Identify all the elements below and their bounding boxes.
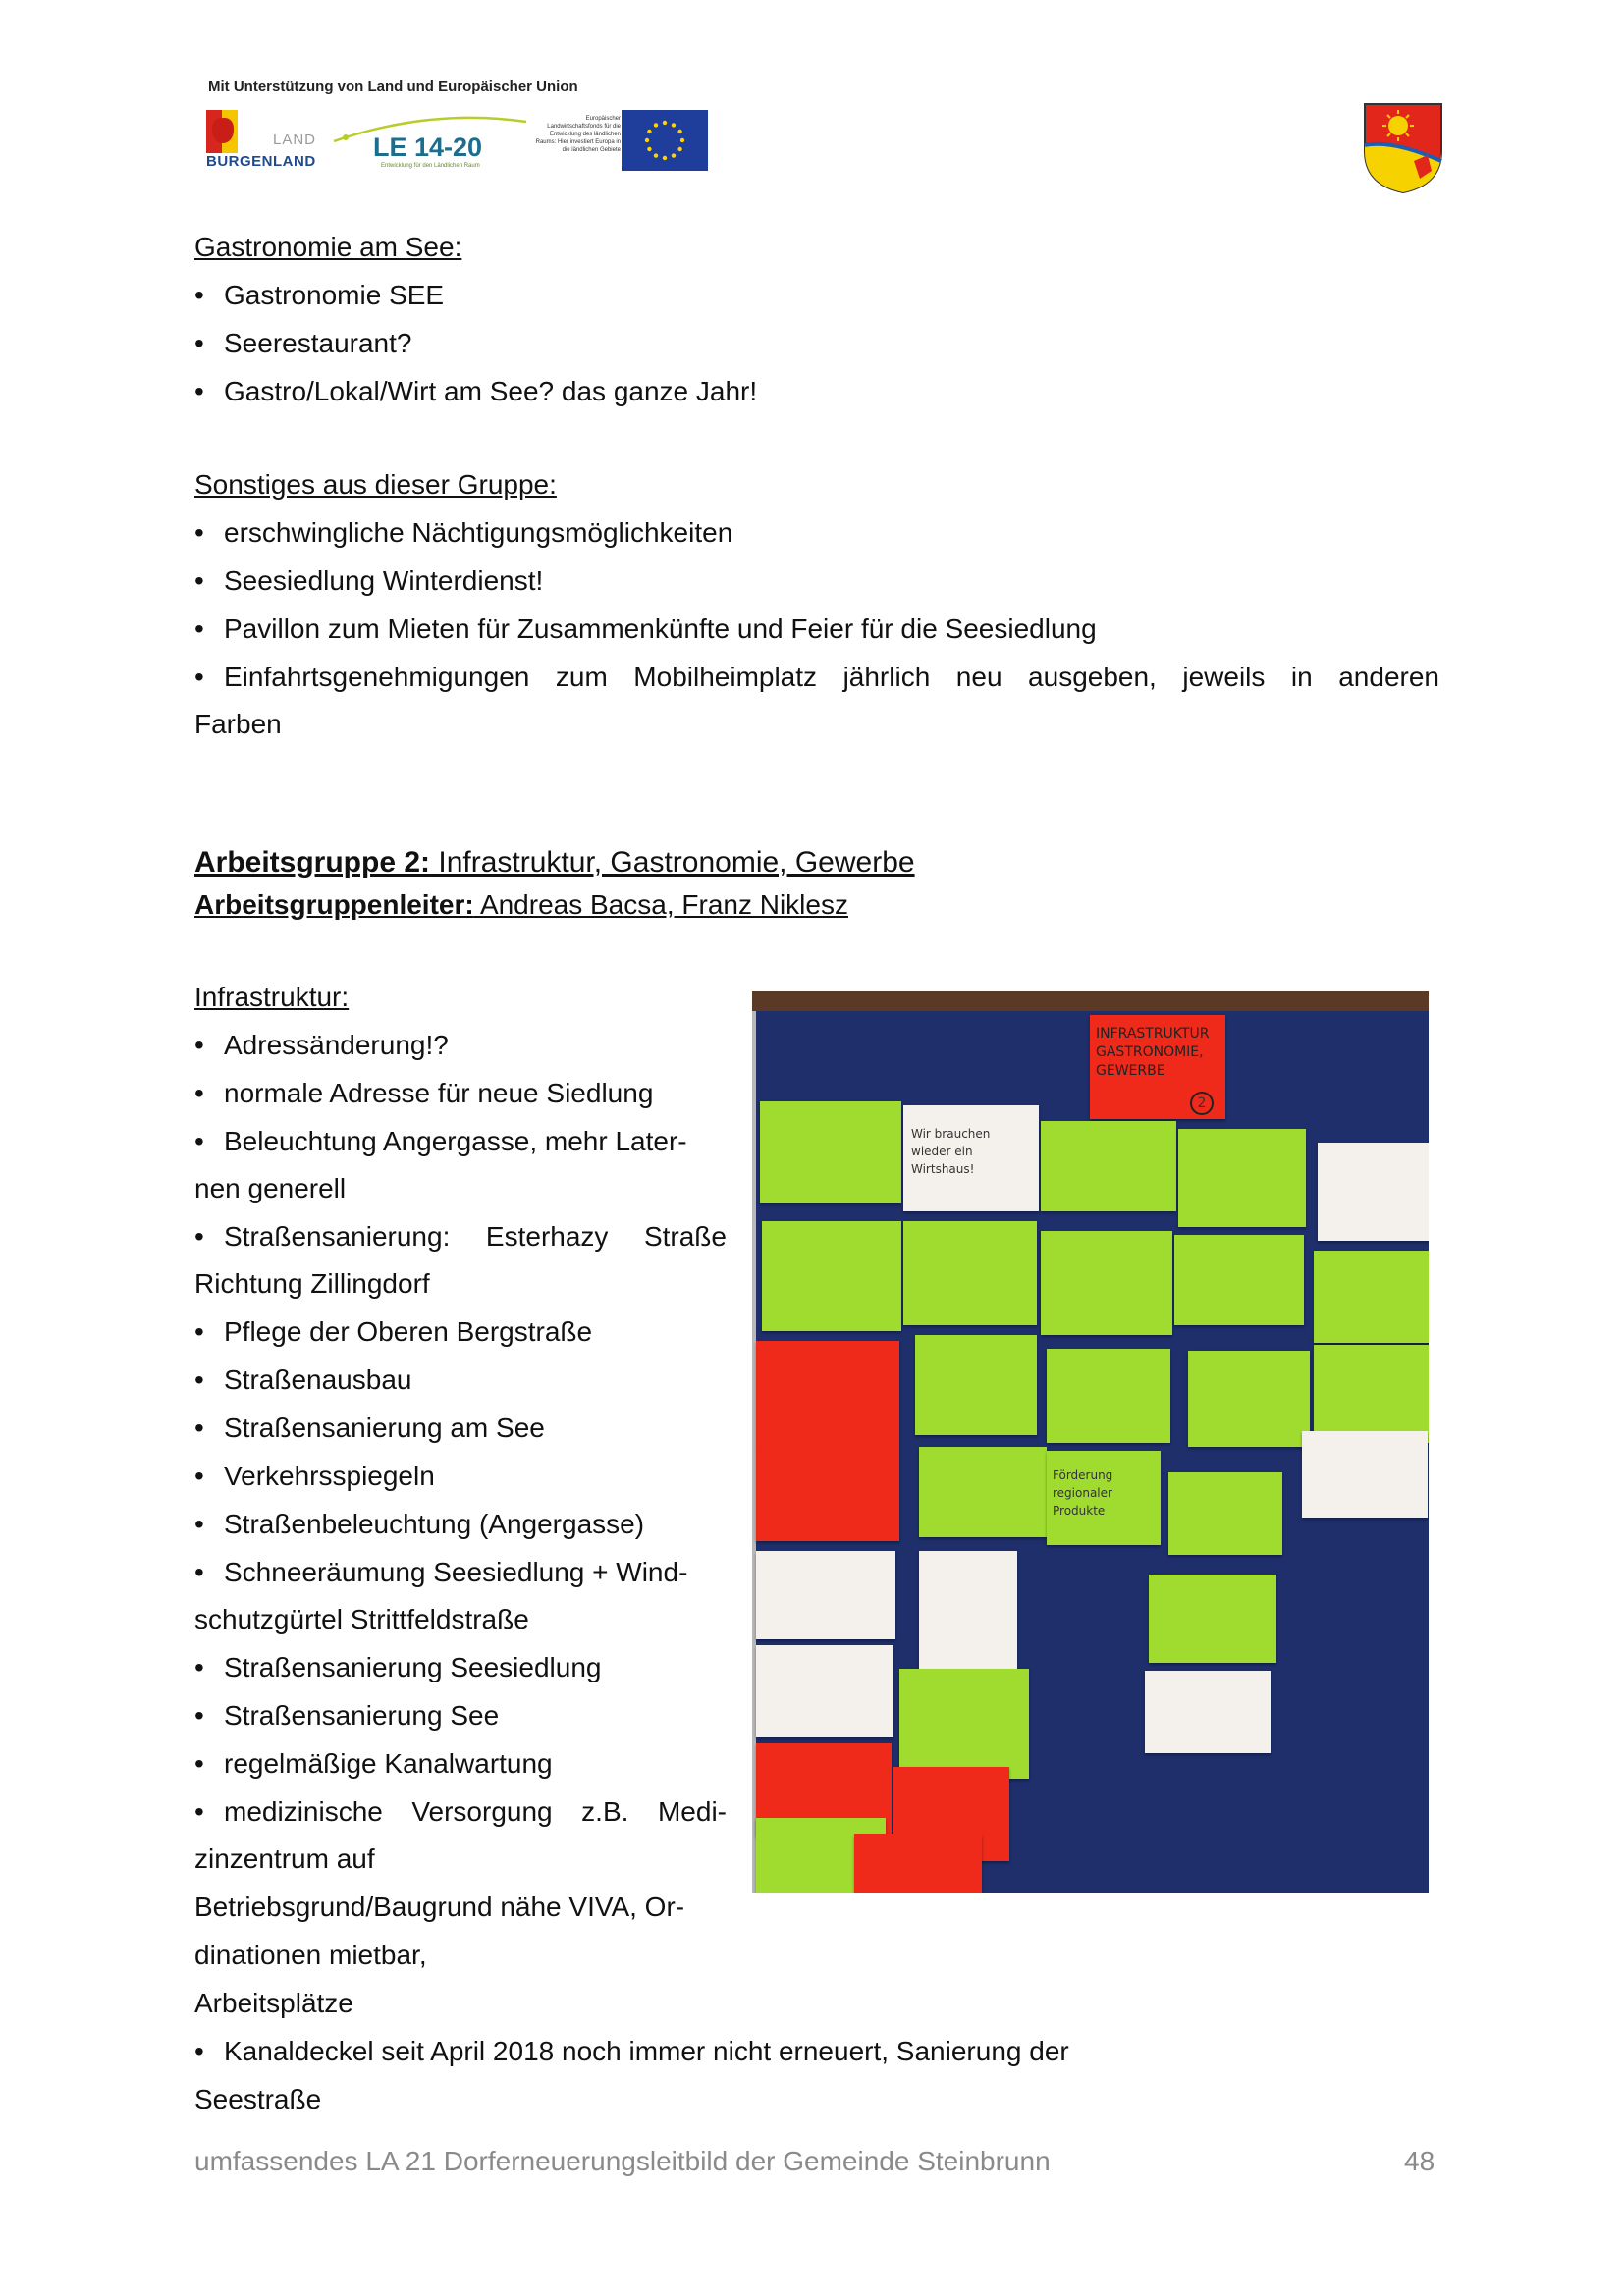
list-item: • normale Adresse für neue Siedlung	[194, 1070, 653, 1117]
sticky-note	[756, 1551, 895, 1639]
municipal-crest-icon	[1363, 102, 1443, 194]
sticky-note	[756, 1451, 899, 1541]
sticky-note	[1188, 1351, 1310, 1447]
sticky-note	[1302, 1431, 1428, 1518]
list-item: • Straßenbeleuchtung (Angergasse)	[194, 1501, 644, 1548]
list-item: • regelmäßige Kanalwartung	[194, 1740, 553, 1788]
list-item: • Straßensanierung: Esterhazy Straße	[194, 1213, 727, 1260]
pinboard-photo	[752, 991, 1429, 1893]
sticky-note	[1041, 1121, 1176, 1211]
sticky-note	[1145, 1671, 1271, 1753]
bullet-icon: •	[194, 1413, 204, 1443]
burgenland-land-label: LAND	[273, 132, 317, 148]
group2-leader-bold: Arbeitsgruppenleiter:	[194, 889, 474, 920]
bullet-icon: •	[194, 1652, 204, 1682]
sticky-note	[915, 1335, 1037, 1435]
bullet-icon: •	[194, 1221, 204, 1252]
list-item: • Seesiedlung Winterdienst!	[194, 558, 543, 605]
heading-gastronomie-am-see: Gastronomie am See:	[194, 232, 462, 262]
sticky-note	[919, 1551, 1017, 1675]
bullet-icon: •	[194, 1700, 204, 1731]
list-item-continuation: nen generell	[194, 1173, 347, 1203]
list-item: • Pavillon zum Mieten für Zusammenkünfte und Feier für die Seesiedlung	[194, 606, 1097, 653]
sticky-note	[1178, 1129, 1306, 1227]
sticky-note	[756, 1341, 899, 1451]
list-item: • Gastronomie SEE	[194, 272, 444, 319]
bullet-icon: •	[194, 2036, 204, 2066]
list-item: • erschwingliche Nächtigungsmöglichkeiten	[194, 509, 732, 557]
heading-infrastruktur: Infrastruktur:	[194, 982, 350, 1012]
bullet-icon: •	[194, 565, 204, 596]
heading-sonstiges: Sonstiges aus dieser Gruppe:	[194, 469, 557, 500]
bullet-icon: •	[194, 614, 204, 644]
eagle-icon	[212, 118, 234, 143]
sticky-note	[1047, 1349, 1170, 1443]
list-item-continuation: schutzgürtel Strittfeldstraße	[194, 1604, 529, 1634]
board-title-text: INFRASTRUKTUR GASTRONOMIE, GEWERBE	[1096, 1026, 1210, 1079]
bullet-icon: •	[194, 1364, 204, 1395]
list-item-continuation: dinationen mietbar,	[194, 1940, 427, 1970]
list-item: • medizinische Versorgung z.B. Medi-	[194, 1789, 727, 1836]
list-item-continuation: Richtung Zillingdorf	[194, 1268, 430, 1299]
list-item-continuation: Farben	[194, 709, 282, 739]
group2-leader	[194, 881, 848, 929]
sticky-note	[1318, 1143, 1429, 1241]
support-text: Mit Unterstützung von Land und Europäischer Union	[208, 79, 578, 95]
list-item: • Adressänderung!?	[194, 1022, 449, 1069]
page-number: 48	[1404, 2146, 1435, 2176]
group2-title	[194, 839, 915, 886]
list-item: • Schneeräumung Seesiedlung + Wind-	[194, 1549, 687, 1596]
bullet-icon: •	[194, 1126, 204, 1156]
sticky-note	[903, 1221, 1037, 1325]
le-logo-text: LE 14-20	[373, 133, 483, 162]
group2-leader-names: Andreas Bacsa, Franz Niklesz	[473, 889, 848, 920]
sticky-note	[854, 1834, 982, 1893]
sticky-note	[1047, 1451, 1161, 1545]
list-item: • Pflege der Oberen Bergstraße	[194, 1308, 592, 1356]
note-text: Wir brauchen wieder ein Wirtshaus!	[911, 1127, 991, 1176]
sticky-note	[1168, 1472, 1282, 1555]
bullet-icon: •	[194, 1557, 204, 1587]
bullet-icon: •	[194, 1748, 204, 1779]
group2-title-bold: Arbeitsgruppe 2:	[194, 846, 431, 879]
list-item-continuation: Seestraße	[194, 2084, 322, 2114]
list-item-continuation: zinzentrum auf	[194, 1843, 375, 1874]
bullet-icon: •	[194, 1509, 204, 1539]
bullet-icon: •	[194, 1461, 204, 1491]
bullet-icon: •	[194, 280, 204, 310]
bullet-icon: •	[194, 1316, 204, 1347]
list-item: • Straßensanierung Seesiedlung	[194, 1644, 601, 1691]
le-logo-subtitle: Entwicklung für den Ländlichen Raum	[381, 163, 480, 169]
footer-text: umfassendes LA 21 Dorferneuerungsleitbild der Gemeinde Steinbrunn	[194, 2146, 1051, 2176]
bullet-icon: •	[194, 517, 204, 548]
board-number: 2	[1190, 1092, 1214, 1115]
sticky-note	[760, 1101, 901, 1203]
pinboard	[752, 1011, 1429, 1893]
sticky-note	[899, 1669, 1029, 1779]
eu-fund-text: Europäischer Landwirtschaftsfonds für die Entwicklung des ländlichen Raums: Hier investiert Europa in die ländlichen Gebiete	[535, 116, 621, 153]
sticky-note	[762, 1221, 901, 1331]
list-item: • Kanaldeckel seit April 2018 noch immer nicht erneuert, Sanierung der	[194, 2028, 1069, 2075]
bullet-icon: •	[194, 328, 204, 358]
list-item: • Einfahrtsgenehmigungen zum Mobilheimplatz jährlich neu ausgeben, jeweils in anderen	[194, 654, 1439, 701]
eu-flag-icon	[622, 110, 708, 171]
list-item: • Straßensanierung See	[194, 1692, 499, 1739]
bullet-icon: •	[194, 662, 204, 692]
le-14-20-logo	[332, 112, 528, 173]
sticky-note	[756, 1645, 893, 1737]
list-item: • Straßensanierung am See	[194, 1405, 545, 1452]
list-item-continuation: Arbeitsplätze	[194, 1988, 353, 2018]
sticky-note	[1314, 1251, 1429, 1343]
group2-title-rest: Infrastruktur, Gastronomie, Gewerbe	[430, 846, 915, 879]
title-card	[1090, 1015, 1225, 1119]
sticky-note	[1149, 1575, 1276, 1663]
bullet-icon: •	[194, 376, 204, 406]
sticky-note	[903, 1105, 1039, 1211]
sticky-note	[1041, 1231, 1172, 1335]
list-item: • Verkehrsspiegeln	[194, 1453, 435, 1500]
list-item: • Seerestaurant?	[194, 320, 411, 367]
burgenland-name-label: BURGENLAND	[206, 153, 316, 170]
list-item: • Beleuchtung Angergasse, mehr Later-	[194, 1118, 687, 1165]
sticky-note	[1174, 1235, 1304, 1325]
bullet-icon: •	[194, 1796, 204, 1827]
list-item-continuation: Betriebsgrund/Baugrund nähe VIVA, Or-	[194, 1892, 685, 1922]
bullet-icon: •	[194, 1078, 204, 1108]
list-item: • Gastro/Lokal/Wirt am See? das ganze Jahr!	[194, 368, 757, 415]
burgenland-logo	[206, 110, 322, 171]
sticky-note	[919, 1447, 1047, 1537]
sticky-note	[1314, 1345, 1429, 1443]
note-text: Förderung regionaler Produkte	[1053, 1468, 1113, 1518]
list-item: • Straßenausbau	[194, 1357, 411, 1404]
bullet-icon: •	[194, 1030, 204, 1060]
